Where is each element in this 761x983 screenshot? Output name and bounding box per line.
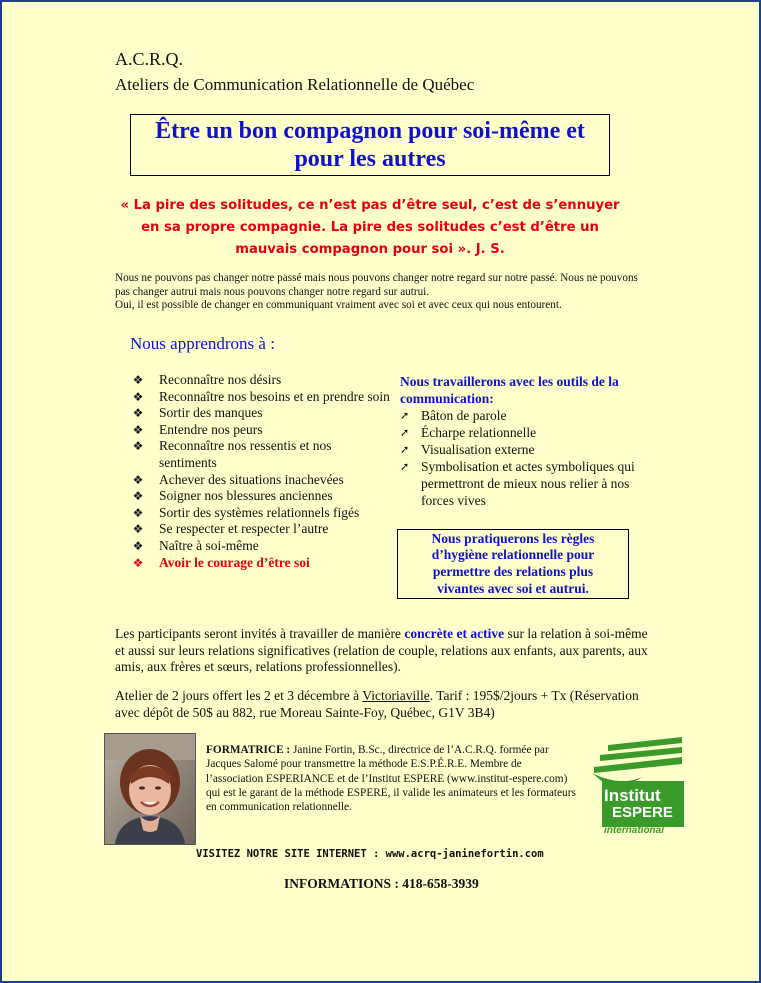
list-item: ❖ Se respecter et respecter l’autre (130, 521, 390, 538)
list-item: ❖ Reconnaître nos besoins et en prendre soin (130, 389, 390, 406)
list-item: ❖ Soigner nos blessures anciennes (130, 488, 390, 505)
logo-line-1: Institut (604, 786, 661, 805)
trainer-label: FORMATRICE : (206, 744, 291, 756)
arrow-bullet-icon: ➚ (400, 409, 410, 422)
website-line: VISITEZ NOTRE SITE INTERNET : www.acrq-janinefortin.com (196, 848, 544, 860)
logo-line-2: ESPERE (612, 804, 673, 821)
workshop-details: Atelier de 2 jours offert les 2 et 3 décembre à Victoriaville. Tarif : 195$/2jours + Tx (Réservation avec dépôt de 50$ au 882, rue Moreau Sainte-Foy, Québec, G1V 3B4) (115, 688, 639, 720)
arrow-bullet-icon: ➚ (400, 443, 410, 456)
list-item: ❖ Reconnaître nos désirs (130, 372, 390, 389)
diamond-bullet-icon: ❖ (132, 489, 144, 504)
org-full-name: Ateliers de Communication Relationnelle de Québec (115, 75, 475, 94)
logo-line-3: international (604, 825, 665, 836)
participants-text: Les participants seront invités à travailler de manière concrète et active sur la relation à soi-même et aussi sur leurs relations significatives (relation de couple, relations aux enfants, aux parents, aux amis, aux frères et sœurs, relations professionnelles). (115, 626, 648, 675)
intro-paragraph-2: Oui, il est possible de changer en communiquant vraiment avec soi et avec ceux qui nous entourent. (115, 299, 562, 311)
workshop-place: Victoriaville (362, 688, 430, 703)
diamond-bullet-icon: ❖ (132, 439, 144, 454)
intro-paragraph-1: Nous ne pouvons pas changer notre passé mais nous pouvons changer notre regard sur notre passé. Nous ne pouvons pas changer autrui mais nous pouvons changer notre regard sur autrui. (115, 272, 638, 298)
trainer-photo-image (105, 734, 195, 844)
rules-box (397, 529, 629, 599)
tools-title: Nous travaillerons avec les outils de la communication: (400, 374, 619, 406)
flyer-title-box (130, 114, 610, 176)
diamond-bullet-icon: ❖ (132, 422, 144, 437)
diamond-bullet-icon: ❖ (132, 406, 144, 421)
list-item: ➚ Bâton de parole (400, 408, 507, 423)
diamond-bullet-icon: ❖ (132, 505, 144, 520)
list-item: ❖ Reconnaître nos ressentis et nos sentiments (130, 438, 390, 471)
diamond-bullet-icon: ❖ (132, 538, 144, 553)
rules-text: Nous pratiquerons les règles d’hygiène relationnelle pour permettre des relations plus vivantes avec soi et autrui. (431, 530, 595, 596)
diamond-bullet-icon: ❖ (132, 389, 144, 404)
arrow-bullet-icon: ➚ (400, 460, 410, 473)
trainer-photo (104, 733, 196, 845)
learn-title: Nous apprendrons à : (130, 334, 275, 353)
diamond-bullet-icon: ❖ (132, 472, 144, 487)
list-item: ➚ Visualisation externe (400, 442, 535, 457)
list-item: ❖ Entendre nos peurs (130, 422, 390, 439)
org-acronym: A.C.R.Q. (115, 49, 184, 69)
diamond-bullet-icon: ❖ (132, 373, 144, 387)
quote: « La pire des solitudes, ce n’est pas d’être seul, c’est de s’ennuyer en sa propre compagnie. La pire des solitudes c’est d’être un mauvais compagnon pour soi ». J. S. (120, 198, 620, 257)
list-item: ➚ Écharpe relationnelle (400, 425, 537, 440)
diamond-bullet-icon: ❖ (132, 522, 144, 537)
intro-text (115, 272, 645, 313)
institut-espere-logo (590, 737, 688, 837)
list-item-highlight: ❖ Avoir le courage d’être soi (130, 555, 390, 572)
list-item: ❖ Naître à soi-même (130, 538, 390, 555)
list-item: ❖ Sortir des manques (130, 405, 390, 422)
espere-logo-icon (590, 737, 688, 837)
emphasis-text: concrète et active (404, 626, 505, 641)
learn-list (130, 372, 390, 571)
trainer-bio: FORMATRICE : Janine Fortin, B.Sc., directrice de l’A.C.R.Q. formée par Jacques Salomé pour transmettre la méthode E.S.P.É.R.E. Membre de l’association ESPERIANCE et de l’Institut ESPERE (www.institut-espere.com) qui est le garant de la méthode ESPERE, il valide les animateurs et les formateurs en communication relationnelle. (206, 744, 576, 814)
list-item: ❖ Sortir des systèmes relationnels figés (130, 505, 390, 522)
flyer-title: Être un bon compagnon pour soi-même et pour les autres (155, 118, 585, 172)
arrow-bullet-icon: ➚ (400, 426, 410, 439)
diamond-bullet-icon: ❖ (132, 555, 144, 570)
tools-list (400, 407, 662, 509)
list-item: ➚ Symbolisation et actes symboliques qui permettront de mieux nous relier à nos forces vives (400, 459, 635, 508)
list-item: ❖ Achever des situations inachevées (130, 472, 390, 489)
info-phone: INFORMATIONS : 418-658-3939 (284, 876, 479, 891)
